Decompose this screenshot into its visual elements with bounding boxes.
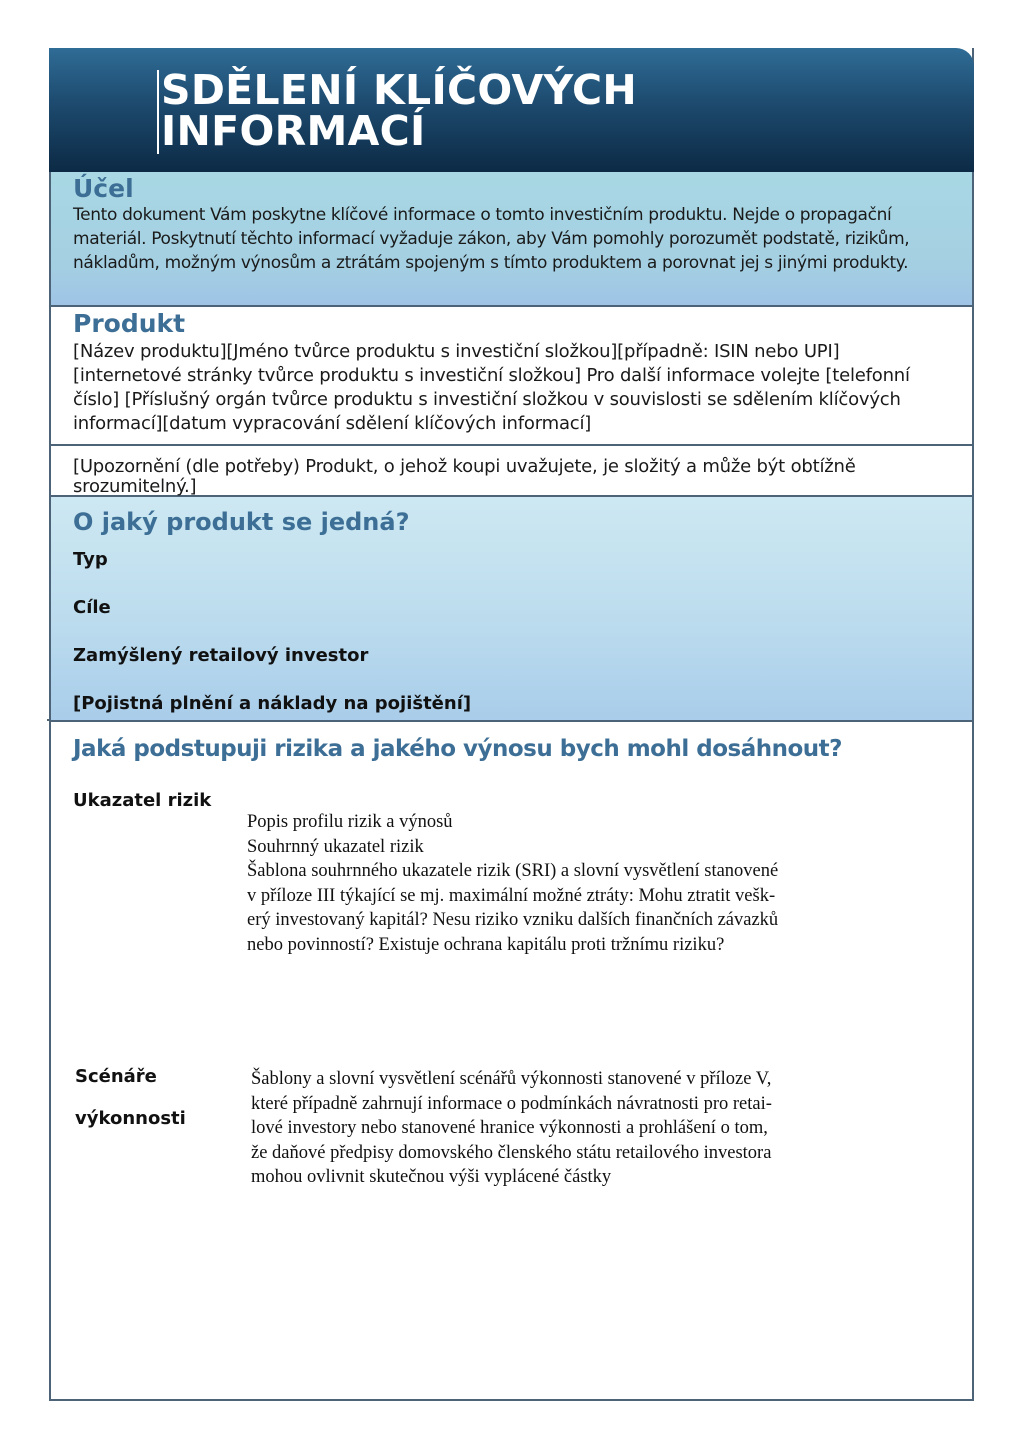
purpose-heading: Účel [73,174,134,203]
document-title [161,66,637,155]
title-line-2: INFORMACÍ [161,107,426,155]
risk-line: Šablona souhrnného ukazatele rizik (SRI) a slovní vysvětlení stanovené [247,861,779,881]
title-accent-bar [157,70,159,154]
scenario-line: lové investory nebo stanovené hranice výkonnosti a prohlášení o tom, [251,1118,768,1138]
risk-line: Popis profilu rizik a výnosů [247,812,453,832]
scenarios-text [251,1067,891,1190]
scenario-line: které případně zahrnují informace o podmínkách návratnosti pro retai- [251,1093,772,1114]
divider-tick [47,719,51,721]
product-text: [Název produktu][Jméno tvůrce produktu s investiční složkou][případně: ISIN nebo UPI] [internetové stránky tvůrce produktu s investiční složkou] Pro další informace volejte [telefonní číslo] [Příslušný orgán tvůrce produktu s investiční složkou v souvislosti se sdělením klíčových informací][datum vypracování sdělení klíčových informací] [73,341,910,434]
item-objectives: Cíle [73,597,111,618]
risk-line: Souhrnný ukazatel rizik [247,836,424,857]
scenarios-label-line-1: Scénáře [75,1066,157,1087]
item-intended-investor: Zamýšlený retailový investor [73,645,369,666]
what-product-heading: O jaký produkt se jedná? [73,508,410,536]
risk-indicator-label: Ukazatel rizik [73,790,212,811]
product-heading: Produkt [73,309,186,338]
item-type: Typ [73,549,108,570]
item-insurance-benefits: [Pojistná plnění a náklady na pojištění] [73,693,472,714]
title-line-1: SDĚLENÍ KLÍČOVÝCH [161,66,637,114]
risk-indicator-text [247,810,887,957]
purpose-text: Tento dokument Vám poskytne klíčové informace o tomto investičním produktu. Nejde o propagační materiál. Poskytnutí těchto informací vyžaduje zákon, aby Vám pomohly porozumět podstatě, rizikům, nákladům, možným výnosům a ztrátám spojeným s tímto produktem a porovnat jej s jinými produkty. [73,205,910,273]
risk-line: erý investovaný kapitál? Nesu riziko vzniku dalších finančních závazků [247,910,779,930]
scenarios-label-line-2: výkonnosti [75,1108,186,1129]
scenario-line: mohou ovlivnit skutečnou výši vyplácené částky [251,1167,612,1187]
scenario-line: Šablony a slovní vysvětlení scénářů výkonnosti stanovené v příloze V, [251,1069,772,1089]
risks-heading: Jaká podstupuji rizika a jakého výnosu bych mohl dosáhnout? [73,736,842,762]
risk-line: nebo povinností? Existuje ochrana kapitálu proti tržnímu riziku? [247,934,725,955]
warning-text: [Upozornění (dle potřeby) Produkt, o jehož koupi uvažujete, je složitý a může být obtížně srozumitelný.] [73,456,856,497]
risk-line: v příloze III týkající se mj. maximální možné ztráty: Mohu ztratit vešk- [247,885,776,906]
scenario-line: že daňové předpisy domovského členského státu retailového investora [251,1142,772,1163]
